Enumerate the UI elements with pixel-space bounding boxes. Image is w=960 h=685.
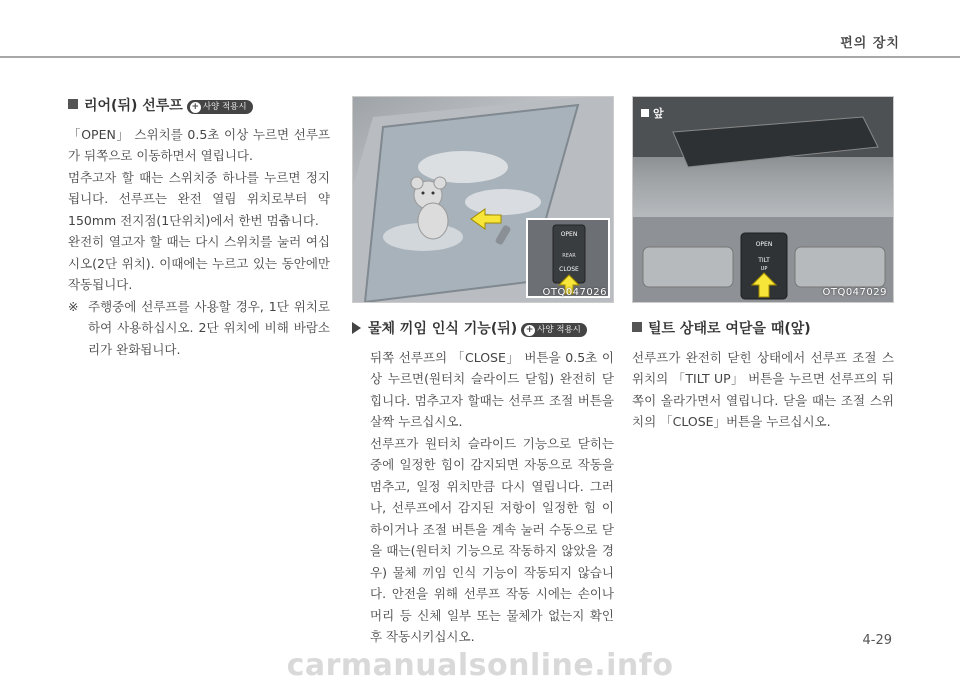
watermark: carmanualsonline.info [286,648,674,683]
paragraph: 「OPEN」 스위치를 0.5초 이상 누르면 선루프가 뒤쪽으로 이동하면서 열립니다. [68,126,330,163]
plus-icon: + [191,102,200,112]
note-text: 주행중에 선루프를 사용할 경우, 1단 위치로 하여 사용하십시오. 2단 위치에 비해 바람소리가 완화됩니다. [88,298,330,357]
option-badge: + 사양 적용시 [521,323,587,337]
square-bullet-icon [68,99,78,109]
figure-code: OTQ047029 [822,287,887,298]
paragraph: 완전히 열고자 할 때는 다시 스위치를 눌러 여십시오(2단 위치). 이때에는 누르고 있는 동안에만 작동됩니다. [68,234,330,292]
rear-sunroof-illustration [353,97,614,303]
header-divider [0,56,960,58]
svg-text:UP: UP [760,266,768,272]
rear-sunroof-switch-inset [527,219,609,297]
svg-text:OPEN: OPEN [755,241,773,248]
rear-sunroof-figure [352,96,614,303]
figure-code: OTQ047026 [542,287,607,298]
paragraph: 멈추고자 할 때는 스위치중 하나를 누르면 정지됩니다. 선루프는 완전 열림 위치로부터 약 150mm 전지점(1단위치)에서 한번 멈춥니다. [68,169,330,228]
paragraph: 선루프가 원터치 슬라이드 기능으로 닫히는 중에 일정한 힘이 감지되면 자동으로 작동을 멈추고, 일정 위치만큼 다시 열립니다. 그러나, 선루프에서 감지된 저항이 일정한 힘 이하이거나 조절 버튼을 계속 눌러 수동으로 닫을 때는(원터치 기능으로 작동하지 않았을 경우) 물체 끼임 인식 기능이 작동되지 않습니다. 안전을 위해 선루프 작동 시에는 손이나 머리 등 신체 일부 또는 물체가 없는지 확인 후 작동시키십시오. [370,435,614,644]
tilt-switch [741,233,787,299]
paragraph: 뒤쪽 선루프의 「CLOSE」 버튼을 0.5초 이상 누르면(원터치 슬라이드 닫힘) 완전히 닫힙니다. 멈추고자 할때는 선루프 조절 버튼을 살짝 누르십시오. [370,349,614,429]
rear-sunroof-heading: 리어(뒤) 선루프 + 사양 적용시 [68,96,330,118]
option-badge: + 사양 적용시 [187,100,253,114]
paragraph: 선루프가 완전히 닫힌 상태에서 선루프 조절 스위치의 「TILT UP」 버튼을 누르면 선루프의 뒤쪽이 올라가면서 열립니다. 닫을 때는 조절 스위치의 「CLOSE」버튼을 누르십시오. [632,349,894,429]
square-bullet-icon [641,109,649,117]
note [68,296,330,361]
note-mark: ※ [68,298,79,314]
anti-pinch-section [352,319,614,648]
svg-text:CLOSE: CLOSE [559,266,579,273]
anti-pinch-heading: 물체 끼임 인식 기능(뒤) + 사양 적용시 [352,319,614,341]
svg-text:REAR: REAR [562,253,576,259]
page-header [0,0,960,58]
front-sunroof-illustration [633,97,894,303]
section-title: 편의 장치 [840,36,900,51]
svg-text:TILT: TILT [758,257,770,264]
front-sunroof-figure [632,96,894,303]
square-bullet-icon [632,322,642,332]
page-number: 4-29 [862,633,892,648]
rear-sunroof-section [68,96,330,360]
tilt-section [632,319,894,433]
svg-text:OPEN: OPEN [560,231,578,238]
plus-icon: + [525,325,534,335]
triangle-bullet-icon [352,322,361,334]
front-label: 앞 [641,105,664,121]
tilt-heading: 틸트 상태로 여닫을 때(앞) [632,319,894,341]
